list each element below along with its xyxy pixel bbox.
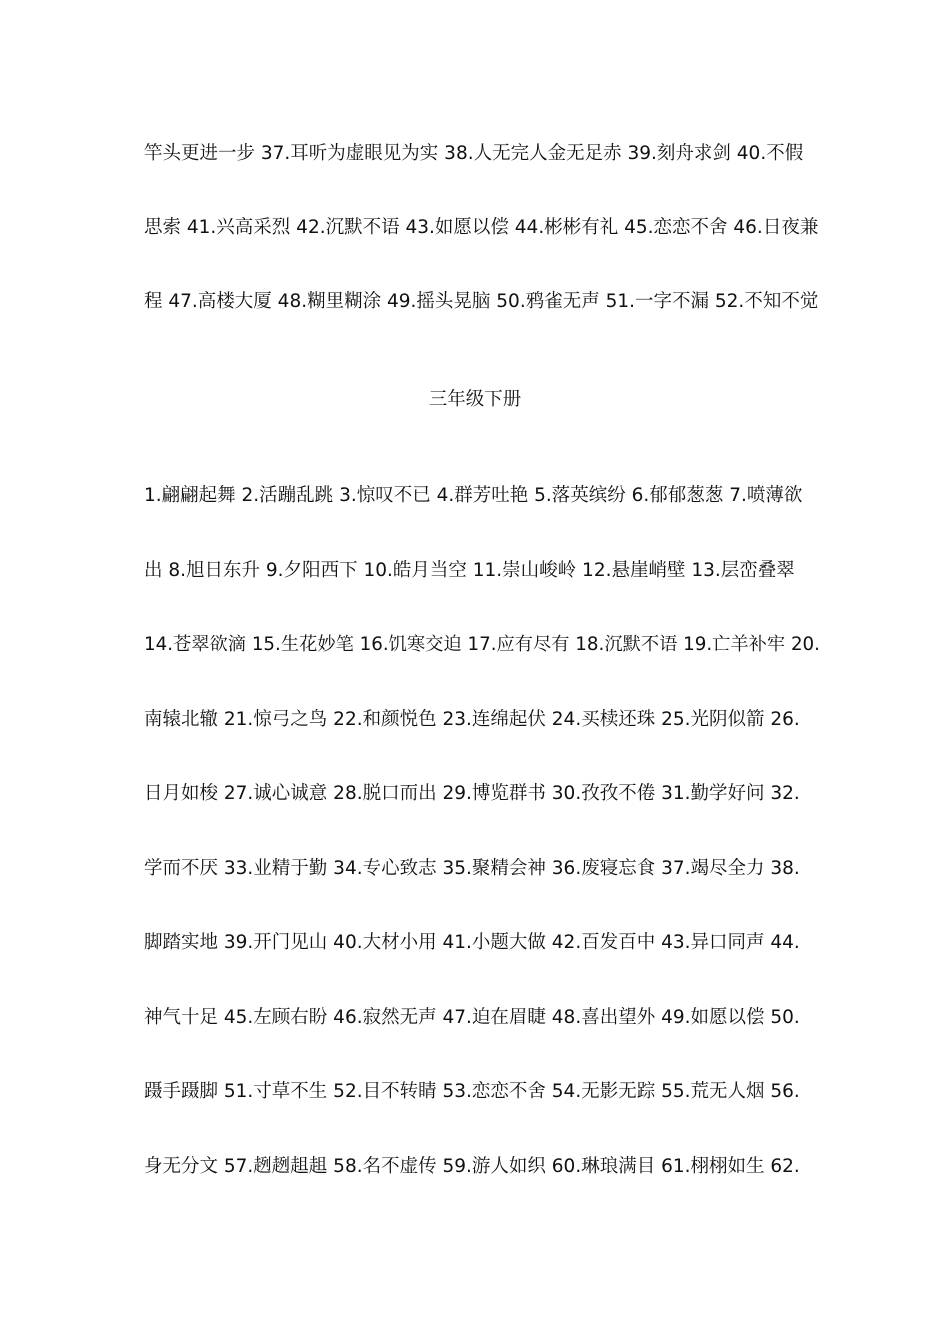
section-heading: 三年级下册	[428, 389, 522, 410]
text-line-10: 身无分文 57.趔趔趄趄 58.名不虚传 59.游人如织 60.琳琅满目 61.栩栩如生 62.	[144, 1156, 800, 1177]
text-line-4: 南辕北辙 21.惊弓之鸟 22.和颜悦色 23.连绵起伏 24.买椟还珠 25.光阴似箭 26.	[144, 709, 800, 730]
text-line-top-1: 竿头更进一步 37.耳听为虚眼见为实 38.人无完人金无足赤 39.刻舟求剑 40.不假	[144, 143, 804, 164]
text-line-5: 日月如梭 27.诚心诚意 28.脱口而出 29.博览群书 30.孜孜不倦 31.勤学好问 32.	[144, 783, 800, 804]
text-line-2: 出 8.旭日东升 9.夕阳西下 10.皓月当空 11.崇山峻岭 12.悬崖峭壁 13.层峦叠翠	[144, 560, 795, 581]
text-line-1: 1.翩翩起舞 2.活蹦乱跳 3.惊叹不已 4.群芳吐艳 5.落英缤纷 6.郁郁葱葱 7.喷薄欲	[144, 485, 803, 506]
text-line-8: 神气十足 45.左顾右盼 46.寂然无声 47.迫在眉睫 48.喜出望外 49.如愿以偿 50.	[144, 1007, 800, 1028]
text-line-9: 蹑手蹑脚 51.寸草不生 52.目不转睛 53.恋恋不舍 54.无影无踪 55.荒无人烟 56.	[144, 1081, 800, 1102]
text-line-6: 学而不厌 33.业精于勤 34.专心致志 35.聚精会神 36.废寝忘食 37.竭尽全力 38.	[144, 858, 800, 879]
text-line-top-2: 思索 41.兴高采烈 42.沉默不语 43.如愿以偿 44.彬彬有礼 45.恋恋不舍 46.日夜兼	[144, 217, 819, 238]
text-line-3: 14.苍翠欲滴 15.生花妙笔 16.饥寒交迫 17.应有尽有 18.沉默不语 19.亡羊补牢 20.	[144, 634, 820, 655]
text-line-7: 脚踏实地 39.开门见山 40.大材小用 41.小题大做 42.百发百中 43.异口同声 44.	[144, 932, 800, 953]
text-line-top-3: 程 47.高楼大厦 48.糊里糊涂 49.摇头晃脑 50.鸦雀无声 51.一字不漏 52.不知不觉	[144, 291, 819, 312]
